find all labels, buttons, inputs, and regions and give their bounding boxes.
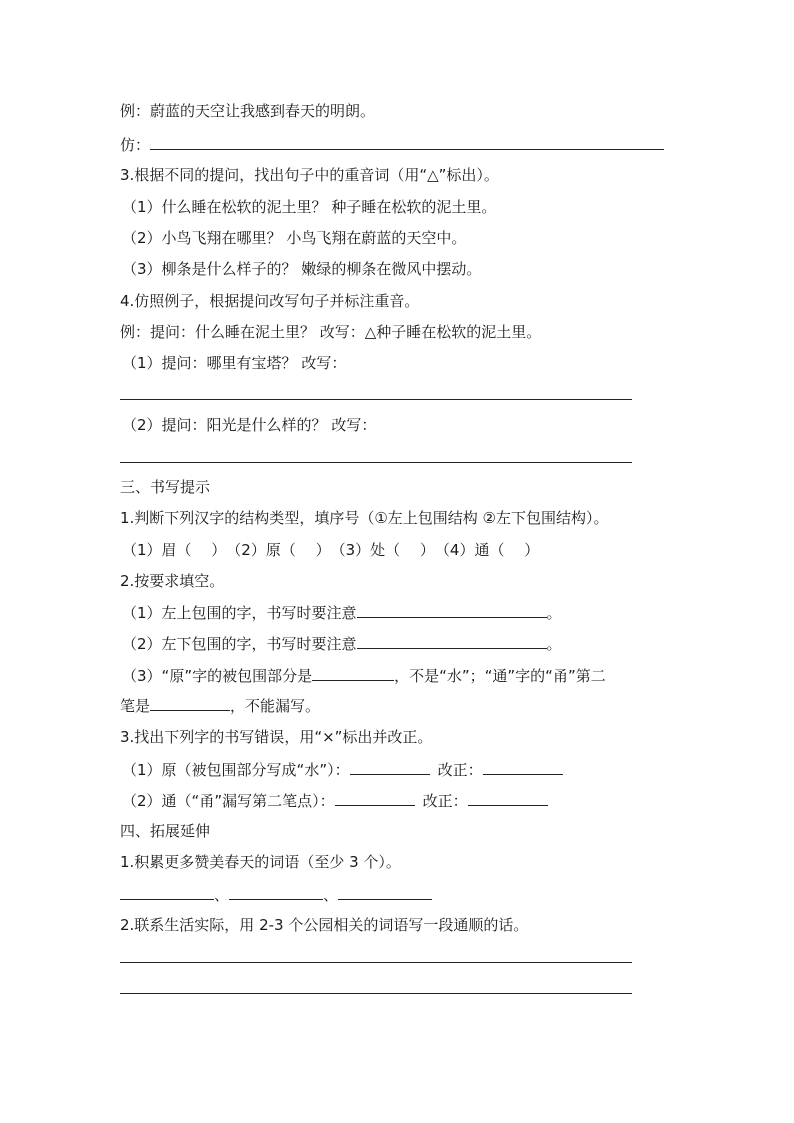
s4-q1-blanks: 、 、 [120,884,432,904]
imitate-label: 仿： [120,136,151,154]
q4-title: 4.仿照例子，根据提问改写句子并标注重音。 [120,292,420,310]
q4-example: 例：提问：什么睡在泥土里？ 改写：△种子睡在松软的泥土里。 [120,323,542,341]
s3-q2-item-1-blank[interactable] [357,602,547,618]
q3-item-2: （2）小鸟飞翔在哪里？ 小鸟飞翔在蔚蓝的天空中。 [122,229,467,247]
s3-q1-title: 1.判断下列汉字的结构类型，填序号（①左上包围结构 ②左下包围结构）。 [120,509,609,527]
s3-q3-item-1-blank[interactable] [350,759,430,775]
q4-item-2: （2）提问：阳光是什么样的？ 改写： [122,416,377,434]
s3-q3-item-1-correct-blank[interactable] [483,759,563,775]
s4-q1-blank-3[interactable] [338,884,432,900]
s4-q2-answer-line-2[interactable] [120,993,632,994]
s3-q1-items: （1）眉（ ） （2）原（ ） （3）处（ ） （4）通（ ） [122,541,540,559]
s3-q2-item-2-blank[interactable] [357,633,547,649]
s3-q3-item-2: （2）通（“甬”漏写第二笔点）： 改正： [122,790,548,810]
s3-q3-title: 3.找出下列字的书写错误，用“×”标出并改正。 [120,728,433,746]
s4-q2-answer-line-1[interactable] [120,962,632,963]
q4-item-2-answer-line[interactable] [120,462,632,463]
s4-q1-title: 1.积累更多赞美春天的词语（至少 3 个）。 [120,853,401,871]
s3-q2-item-3: （3）“原”字的被包围部分是 ，不是“水”；“通”字的“甬”第二 [122,667,606,685]
s3-q2-title: 2.按要求填空。 [120,572,225,590]
imitate-line [120,134,664,154]
s3-q2-item-3-blank-2[interactable] [150,695,230,711]
s4-q1-blank-1[interactable] [120,884,214,900]
section-4-heading: 四、拓展延伸 [120,822,211,840]
q3-item-3: （3）柳条是什么样子的？ 嫩绿的柳条在微风中摆动。 [122,260,482,278]
s3-q2-item-1: （1）左上包围的字，书写时要注意 。 [122,604,562,622]
q4-item-1-answer-line[interactable] [120,399,632,400]
s3-q2-item-3-cont: 笔是 ，不能漏写。 [120,697,321,715]
s3-q3-item-2-correct-blank[interactable] [468,790,548,806]
q4-item-1: （1）提问：哪里有宝塔？ 改写： [122,354,347,372]
example-sentence: 例：蔚蓝的天空让我感到春天的明朗。 [120,102,376,120]
section-3-heading: 三、书写提示 [120,478,211,496]
imitate-answer-blank[interactable] [150,134,664,150]
s3-q2-item-3-blank-1[interactable] [312,665,394,681]
s4-q1-blank-2[interactable] [229,884,323,900]
s4-q2-title: 2.联系生活实际，用 2-3 个公园相关的词语写一段通顺的话。 [120,916,529,934]
s3-q3-item-1: （1）原（被包围部分写成“水”）： 改正： [122,759,563,779]
q3-title: 3.根据不同的提问，找出句子中的重音词（用“△”标出）。 [120,166,499,184]
s3-q2-item-2: （2）左下包围的字，书写时要注意 。 [122,635,562,653]
q3-item-1: （1）什么睡在松软的泥土里？ 种子睡在松软的泥土里。 [122,198,497,216]
s3-q3-item-2-blank[interactable] [335,790,415,806]
